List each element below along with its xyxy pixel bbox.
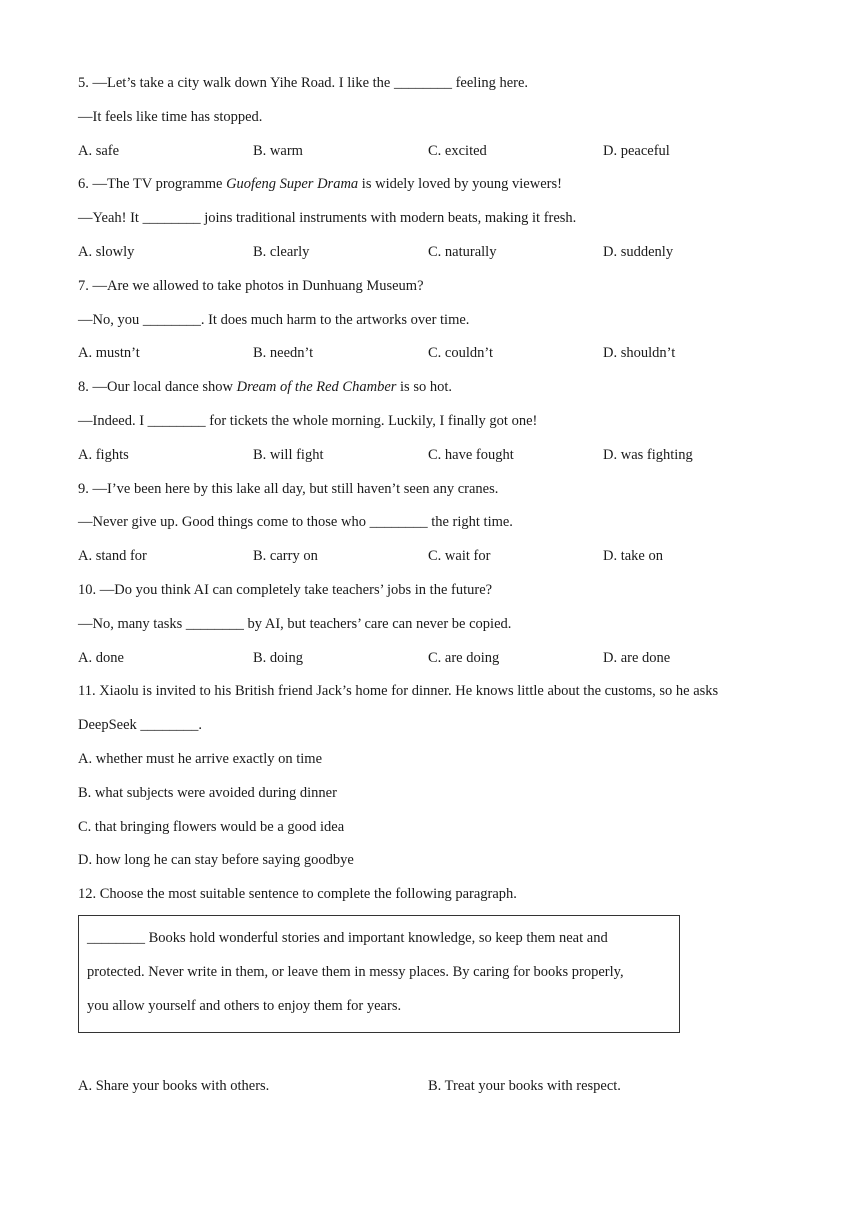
option-b[interactable]: B. carry on xyxy=(253,548,318,565)
question-7-options xyxy=(78,340,778,374)
question-8-line-1 xyxy=(78,374,778,408)
question-5-line-2: —It feels like time has stopped. xyxy=(78,108,263,125)
option-a[interactable]: A. mustn’t xyxy=(78,345,140,362)
option-d[interactable]: D. peaceful xyxy=(603,142,670,159)
option-d[interactable]: D. suddenly xyxy=(603,243,674,260)
question-8-text-a: 8. —Our local dance show xyxy=(78,379,237,396)
question-6-title: Guofeng Super Drama xyxy=(226,176,359,193)
question-12-options xyxy=(78,1073,778,1107)
option-b[interactable]: B. doing xyxy=(253,649,303,666)
question-6-line-2: —Yeah! It ________ joins traditional instruments with modern beats, making it fresh. xyxy=(78,210,577,227)
option-d[interactable]: D. take on xyxy=(603,548,663,565)
option-b[interactable]: B. needn’t xyxy=(253,345,314,362)
option-a[interactable]: A. stand for xyxy=(78,548,147,565)
question-6-line-1 xyxy=(78,171,778,205)
option-c[interactable]: C. couldn’t xyxy=(428,345,493,362)
paragraph-line-2: protected. Never write in them, or leave them in messy places. By caring for books properly, xyxy=(87,963,624,980)
option-a[interactable]: A. slowly xyxy=(78,243,135,260)
question-11-option-a[interactable]: A. whether must he arrive exactly on time xyxy=(78,750,323,767)
question-9-line-1: 9. —I’ve been here by this lake all day, but still haven’t seen any cranes. xyxy=(78,480,499,497)
option-b[interactable]: B. Treat your books with respect. xyxy=(428,1078,621,1095)
option-c[interactable]: C. have fought xyxy=(428,446,514,463)
question-5-line-1: 5. —Let’s take a city walk down Yihe Road. I like the ________ feeling here. xyxy=(78,75,529,91)
question-10-options xyxy=(78,645,778,679)
option-c[interactable]: C. are doing xyxy=(428,649,500,666)
option-b[interactable]: B. warm xyxy=(253,142,303,159)
question-6-options xyxy=(78,239,778,273)
option-c[interactable]: C. naturally xyxy=(428,243,497,260)
paragraph-line-1: ________ Books hold wonderful stories and important knowledge, so keep them neat and xyxy=(87,929,608,946)
question-8-title: Dream of the Red Chamber xyxy=(236,379,397,396)
question-9-line-2: —Never give up. Good things come to those who ________ the right time. xyxy=(78,514,513,531)
question-8-options xyxy=(78,442,778,476)
question-6-text-a: 6. —The TV programme xyxy=(78,176,227,193)
option-a[interactable]: A. Share your books with others. xyxy=(78,1078,270,1095)
paragraph-line-3: you allow yourself and others to enjoy them for years. xyxy=(87,997,402,1014)
option-c[interactable]: C. wait for xyxy=(428,548,491,565)
option-c[interactable]: C. excited xyxy=(428,142,487,159)
question-8-line-2: —Indeed. I ________ for tickets the whole morning. Luckily, I finally got one! xyxy=(78,412,538,429)
question-10-line-2: —No, many tasks ________ by AI, but teachers’ care can never be copied. xyxy=(78,615,512,632)
exam-page xyxy=(78,70,778,1107)
option-b[interactable]: B. will fight xyxy=(253,446,324,463)
question-11-option-b[interactable]: B. what subjects were avoided during dinner xyxy=(78,784,337,801)
question-10-line-1: 10. —Do you think AI can completely take teachers’ jobs in the future? xyxy=(78,581,493,598)
question-11-line-1: 11. Xiaolu is invited to his British friend Jack’s home for dinner. He knows little about the customs, so he asks xyxy=(78,683,719,700)
question-11-option-d[interactable]: D. how long he can stay before saying goodbye xyxy=(78,852,354,869)
option-b[interactable]: B. clearly xyxy=(253,243,310,260)
question-11-option-c[interactable]: C. that bringing flowers would be a good idea xyxy=(78,818,345,835)
question-8-text-b: is so hot. xyxy=(396,379,452,396)
question-5-options xyxy=(78,138,778,172)
question-7-line-2: —No, you ________. It does much harm to the artworks over time. xyxy=(78,311,470,328)
question-7-line-1: 7. —Are we allowed to take photos in Dunhuang Museum? xyxy=(78,277,424,294)
option-d[interactable]: D. are done xyxy=(603,649,671,666)
question-12-prompt: 12. Choose the most suitable sentence to complete the following paragraph. xyxy=(78,886,517,903)
question-6-text-b: is widely loved by young viewers! xyxy=(358,176,562,193)
question-11-line-2: DeepSeek ________. xyxy=(78,717,203,734)
option-d[interactable]: D. shouldn’t xyxy=(603,345,676,362)
option-a[interactable]: A. fights xyxy=(78,446,129,463)
question-9-options xyxy=(78,543,778,577)
option-a[interactable]: A. done xyxy=(78,649,124,666)
spacer xyxy=(78,1033,778,1073)
option-d[interactable]: D. was fighting xyxy=(603,446,693,463)
option-a[interactable]: A. safe xyxy=(78,142,120,159)
paragraph-box xyxy=(78,915,680,1033)
